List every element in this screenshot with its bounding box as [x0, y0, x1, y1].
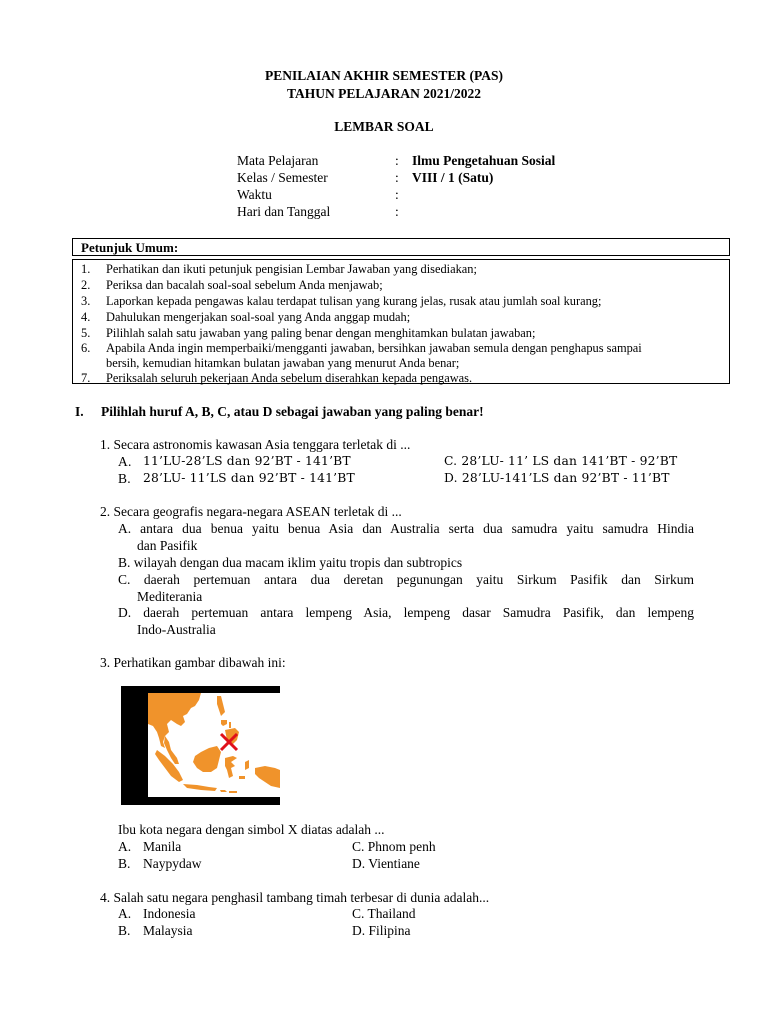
question-2-option-d[interactable]: D. daerah pertemuan antara lempeng Asia, lempeng dasar Samudra Pasifik, dan lempeng [118, 605, 694, 620]
question-3-text: Ibu kota negara dengan simbol X diatas adalah ... [118, 822, 385, 837]
info-label: Mata Pelajaran [237, 153, 319, 168]
question-4-option-d[interactable]: D. Filipina [352, 923, 411, 938]
instructions-title-box [72, 238, 730, 256]
section-number: I. [75, 404, 84, 419]
question-1-stem: 1. Secara astronomis kawasan Asia tenggara terletak di ... [100, 437, 411, 452]
info-colon: : [395, 170, 399, 185]
instructions-title: Petunjuk Umum: [81, 240, 179, 255]
info-colon: : [395, 204, 399, 219]
question-2-option-c[interactable]: C. daerah pertemuan antara dua deretan pegunungan yaitu Sirkum Pasifik dan Sirkum [118, 572, 694, 587]
question-2-option-a[interactable]: A. antara dua benua yaitu benua Asia dan Australia serta dua samudra yaitu samudra Hindia [118, 521, 694, 536]
instructions-box: 1. Perhatikan dan ikuti petunjuk pengisian Lembar Jawaban yang disediakan; 2. Periksa dan bacalah soal-soal sebelum Anda menjawab; 3. Laporkan kepada pengawas kalau terdapat tulisan yang kurang jelas, rusak atau jumlah soal kurang; 4. Dahulukan mengerjakan soal-soal yang Anda anggap mudah; 5. Pilihlah salah satu jawaban yang paling benar dengan menghitamkan bulatan jawaban; 6. Apabila Anda ingin memperbaiki/mengganti jawaban, bersihkan jawaban semula dengan penghapus sampai bersih, kemudian hitamkan bulatan jawaban yang menurut Anda benar; 7. Periksalah seluruh pekerjaan Anda sebelum diserahkan kepada pengawas. [72, 259, 730, 384]
exam-title: PENILAIAN AKHIR SEMESTER (PAS) [265, 68, 503, 83]
southeast-asia-map [121, 686, 280, 805]
info-label: Waktu [237, 187, 272, 202]
academic-year: TAHUN PELAJARAN 2021/2022 [286, 86, 481, 101]
sheet-title: LEMBAR SOAL [334, 119, 434, 134]
question-4-option-c[interactable]: C. Thailand [352, 906, 416, 921]
question-2-option-a-cont: dan Pasifik [137, 538, 198, 553]
section-title: Pilihlah huruf A, B, C, atau D sebagai jawaban yang paling benar! [101, 404, 484, 419]
question-2-option-b[interactable]: B. wilayah dengan dua macam iklim yaitu tropis dan subtropics [118, 555, 463, 570]
question-2-option-d-cont: Indo-Australia [137, 622, 216, 637]
question-4-stem: 4. Salah satu negara penghasil tambang timah terbesar di dunia adalah... [100, 890, 490, 905]
info-value: Ilmu Pengetahuan Sosial [412, 153, 556, 168]
question-2-option-c-cont: Mediterania [137, 589, 203, 604]
question-1-option-d[interactable]: D. 28’LU-141’LS dan 92’BT - 11’BT [444, 471, 670, 485]
question-1-option-c[interactable]: C. 28’LU- 11’ LS dan 141’BT - 92’BT [444, 454, 678, 468]
info-colon: : [395, 187, 399, 202]
info-label: Kelas / Semester [237, 170, 328, 185]
info-colon: : [395, 153, 399, 168]
question-3-option-d[interactable]: D. Vientiane [352, 856, 420, 871]
info-label: Hari dan Tanggal [237, 204, 331, 219]
question-3-option-c[interactable]: C. Phnom penh [352, 839, 436, 854]
info-value: VIII / 1 (Satu) [412, 170, 494, 185]
question-3-stem: 3. Perhatikan gambar dibawah ini: [100, 655, 286, 670]
question-2-stem: 2. Secara geografis negara-negara ASEAN terletak di ... [100, 504, 402, 519]
